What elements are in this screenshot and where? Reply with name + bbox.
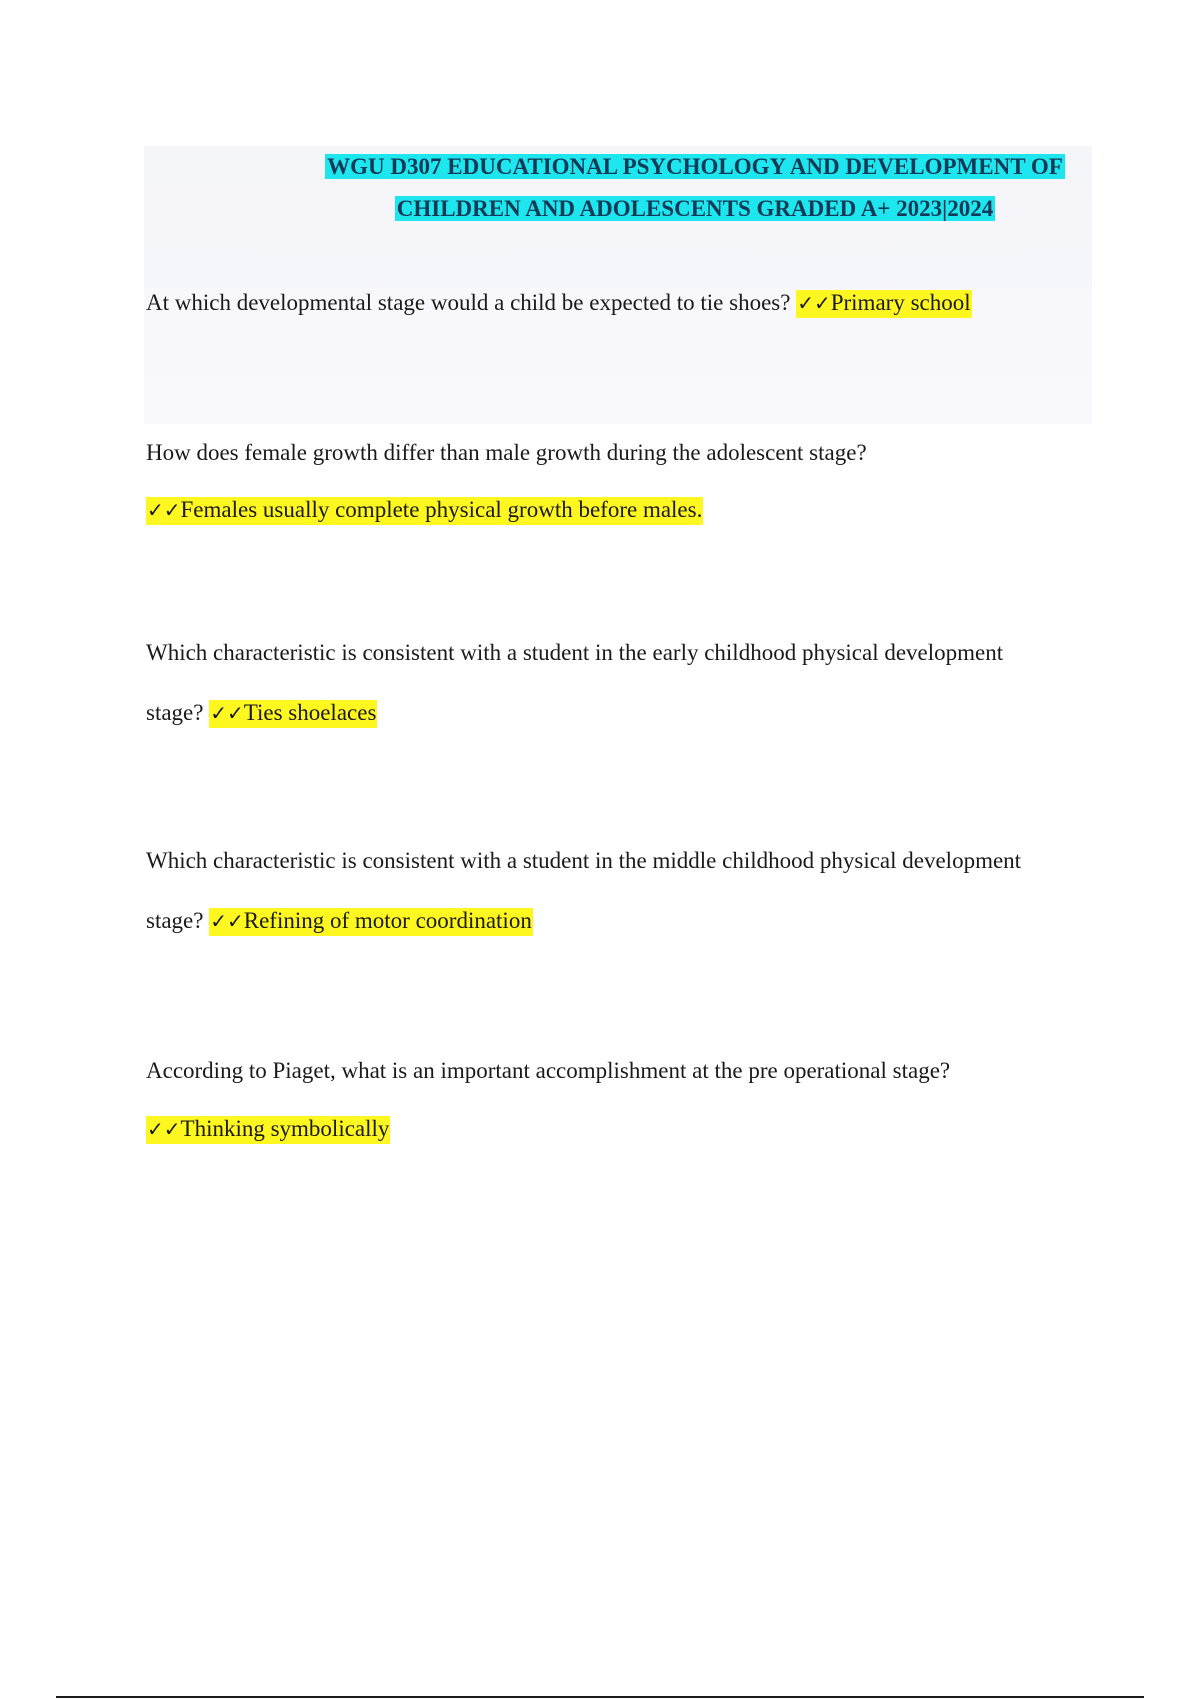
qa-item-3 bbox=[146, 638, 1086, 728]
question-5: According to Piaget, what is an important accomplishment at the pre operational stage? bbox=[146, 1058, 951, 1083]
check-mark-icon: ✓✓ bbox=[210, 909, 244, 933]
answer-4-highlight bbox=[209, 908, 533, 936]
qa-item-4 bbox=[146, 846, 1086, 936]
document-title bbox=[300, 146, 1090, 230]
answer-4: Refining of motor coordination bbox=[243, 908, 532, 933]
qa-item-2 bbox=[146, 438, 1086, 525]
check-mark-icon: ✓✓ bbox=[797, 291, 831, 315]
check-mark-icon: ✓✓ bbox=[147, 498, 181, 522]
answer-1: Primary school bbox=[830, 290, 971, 315]
answer-5: Thinking symbolically bbox=[180, 1116, 390, 1141]
answer-5-highlight bbox=[146, 1116, 390, 1144]
check-mark-icon: ✓✓ bbox=[210, 701, 244, 725]
answer-1-highlight bbox=[796, 290, 971, 318]
qa-item-5 bbox=[146, 1056, 1086, 1144]
title-line-1: WGU D307 EDUCATIONAL PSYCHOLOGY AND DEVELOPMENT OF bbox=[327, 154, 1063, 179]
question-4-line-1: Which characteristic is consistent with a student in the middle childhood physical development bbox=[146, 848, 1022, 873]
question-2: How does female growth differ than male growth during the adolescent stage? bbox=[146, 440, 867, 465]
title-line-2: CHILDREN AND ADOLESCENTS GRADED A+ 2023|2024 bbox=[396, 196, 994, 221]
footer-divider bbox=[56, 1696, 1144, 1698]
answer-2: Females usually complete physical growth before males. bbox=[180, 497, 703, 522]
answer-3-highlight bbox=[209, 700, 377, 728]
check-mark-icon: ✓✓ bbox=[147, 1117, 181, 1141]
qa-item-1 bbox=[146, 288, 1086, 318]
answer-2-highlight bbox=[146, 497, 703, 525]
question-1: At which developmental stage would a child be expected to tie shoes? bbox=[146, 290, 791, 315]
question-3-line-1: Which characteristic is consistent with a student in the early childhood physical development bbox=[146, 640, 1004, 665]
answer-3: Ties shoelaces bbox=[243, 700, 377, 725]
question-4-line-2: stage? bbox=[146, 908, 204, 933]
question-3-line-2: stage? bbox=[146, 700, 204, 725]
